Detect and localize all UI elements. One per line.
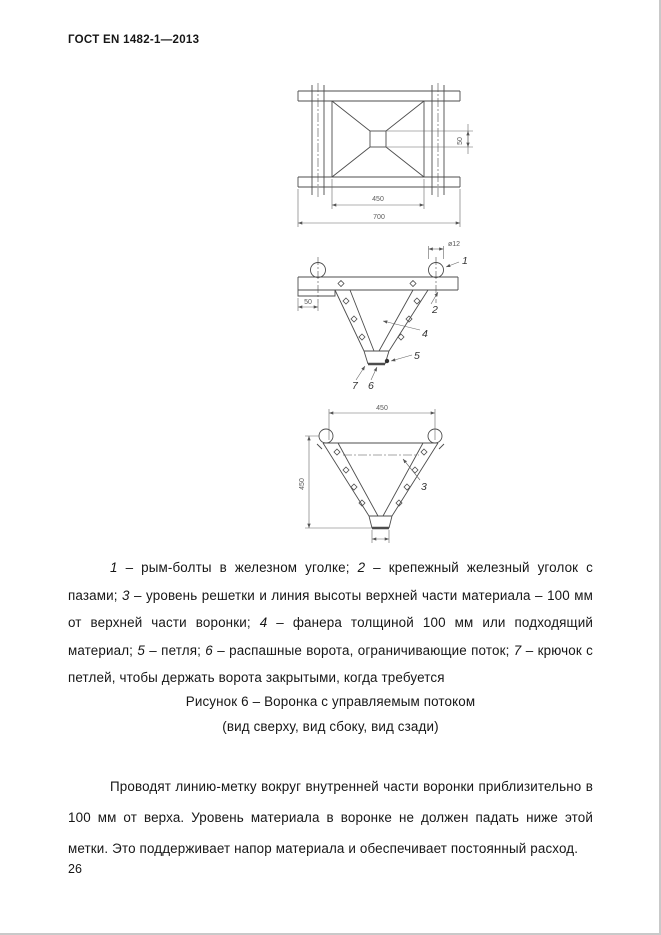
part-label-4: 4 [422, 328, 428, 340]
dim-label-edge-offset: 50 [304, 299, 312, 306]
rear-view-rivets [334, 449, 427, 506]
figure-caption [68, 689, 593, 739]
part-label-3: 3 [421, 481, 427, 493]
figure-side-view [290, 233, 488, 398]
dim-label-top-width: 450 [376, 405, 388, 412]
legend-item-text: – крепежный железный уголок с пазами; [68, 560, 593, 603]
legend-item-number: 4 [259, 615, 268, 631]
side-view-rivets [338, 281, 420, 341]
legend-item-text: – петля; [144, 642, 206, 658]
legend-item-text: – распашные ворота, ограничивающие поток; [212, 642, 514, 658]
part-label-5: 5 [414, 350, 420, 362]
dim-label-bolt-diameter: ø12 [448, 241, 461, 248]
dim-label-outlet: 50 [457, 137, 464, 145]
legend-item-text: – крючок с петлей, чтобы держать ворота закрытыми, когда требуется [68, 642, 593, 686]
figure-legend-text [68, 554, 593, 691]
body-paragraph: Проводят линию-метку вокруг внутренней части воронки приблизительно в 100 мм от верха. Уровень материала в воронке не должен падать ниже этой метки. Это поддерживает напор материала и обеспечивает постоянный расход. [68, 779, 593, 857]
legend-item-text: – фанера толщиной 100 мм или подходящий материал; [68, 615, 593, 658]
document-title: ГОСТ EN 1482-1—2013 [68, 34, 200, 46]
figure-caption-title: Рисунок 6 – Воронка с управляемым потоком [185, 694, 476, 709]
dim-label-height: 450 [299, 478, 306, 490]
legend-item-number: 6 [205, 642, 213, 658]
legend-item-number: 2 [357, 560, 366, 576]
page-number: 26 [68, 862, 82, 876]
part-label-6: 6 [368, 380, 374, 392]
dim-label-outer-width: 700 [373, 214, 385, 221]
legend-item-number: 3 [122, 587, 130, 603]
figure-rear-view [293, 400, 478, 550]
top-view-frame [298, 83, 460, 197]
dim-label-inner-width: 450 [372, 196, 384, 203]
part-label-7: 7 [352, 380, 358, 392]
rear-view-structure [317, 429, 444, 528]
legend-item-number: 7 [513, 642, 522, 658]
legend-item-number: 1 [110, 560, 118, 576]
figure-top-view [292, 83, 490, 233]
part-label-1: 1 [462, 255, 468, 267]
legend-item-text: – уровень решетки и линия высоты верхней части материала – 100 мм от верхней части воронки; [68, 587, 593, 631]
figure-caption-views: (вид сверху, вид сбоку, вид сзади) [222, 719, 439, 734]
legend-item-text: – рым-болты в железном уголке; [117, 560, 358, 576]
legend-item-number: 5 [137, 642, 145, 658]
part-label-2: 2 [432, 304, 438, 316]
